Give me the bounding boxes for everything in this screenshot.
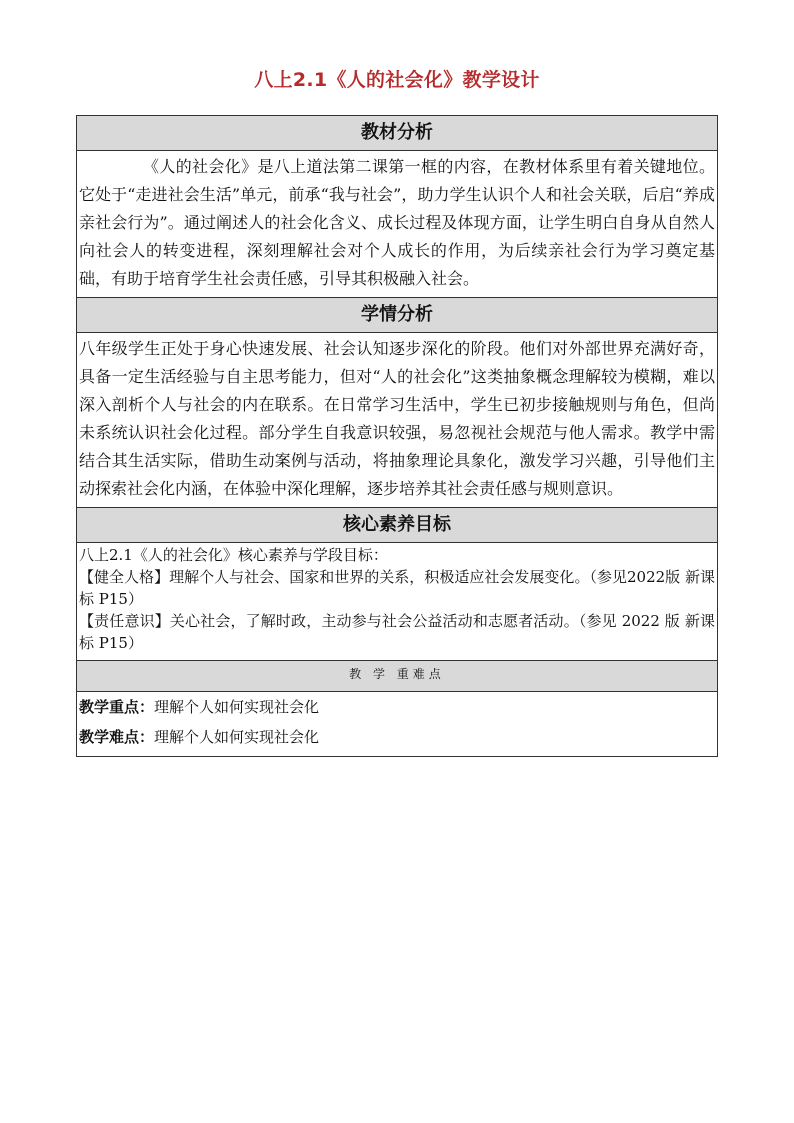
lesson-plan-table <box>76 115 718 757</box>
core-literacy-goals-body <box>77 543 717 661</box>
teaching-focus-row <box>79 692 715 722</box>
teaching-difficulty-row <box>79 722 715 752</box>
goal-item-responsibility: 【责任意识】关心社会，了解时政，主动参与社会公益活动和志愿者活动。（参见 2022 版 新课标 P15） <box>79 612 715 652</box>
teaching-difficulty-text: 理解个人如何实现社会化 <box>154 728 320 746</box>
learner-analysis-heading: 学情分析 <box>77 298 717 333</box>
goals-intro: 八上2.1《人的社会化》核心素养与学段目标： <box>79 546 388 564</box>
document-title: 八上2.1《人的社会化》教学设计 <box>254 69 540 91</box>
textbook-analysis-heading: 教材分析 <box>77 116 717 151</box>
key-points-body <box>77 692 717 756</box>
core-literacy-goals-heading: 核心素养目标 <box>77 508 717 543</box>
textbook-analysis-body: 《人的社会化》是八上道法第二课第一框的内容，在教材体系里有着关键地位。它处于“走进社会生活”单元，前承“我与社会”，助力学生认识个人和社会关联，后启“养成亲社会行为”。通过阐述人的社会化含义、成长过程及体现方面，让学生明白自身从自然人向社会人的转变进程，深刻理解社会对个人成长的作用，为后续亲社会行为学习奠定基础，有助于培育学生社会责任感，引导其积极融入社会。 <box>77 151 717 298</box>
teaching-focus-text: 理解个人如何实现社会化 <box>154 698 320 716</box>
learner-analysis-body: 八年级学生正处于身心快速发展、社会认知逐步深化的阶段。他们对外部世界充满好奇，具备一定生活经验与自主思考能力，但对“人的社会化”这类抽象概念理解较为模糊，难以深入剖析个人与社会的内在联系。在日常学习生活中，学生已初步接触规则与角色，但尚未系统认识社会化过程。部分学生自我意识较强，易忽视社会规范与他人需求。教学中需结合其生活实际，借助生动案例与活动，将抽象理论具象化，激发学习兴趣，引导他们主动探索社会化内涵，在体验中深化理解，逐步培养其社会责任感与规则意识。 <box>77 333 717 508</box>
key-points-heading: 教 学 重难点 <box>77 661 717 692</box>
teaching-focus-label: 教学重点： <box>79 698 155 716</box>
goal-item-personality: 【健全人格】理解个人与社会、国家和世界的关系，积极适应社会发展变化。（参见2022版 新课标 P15） <box>79 568 715 608</box>
teaching-difficulty-label: 教学难点： <box>79 728 155 746</box>
